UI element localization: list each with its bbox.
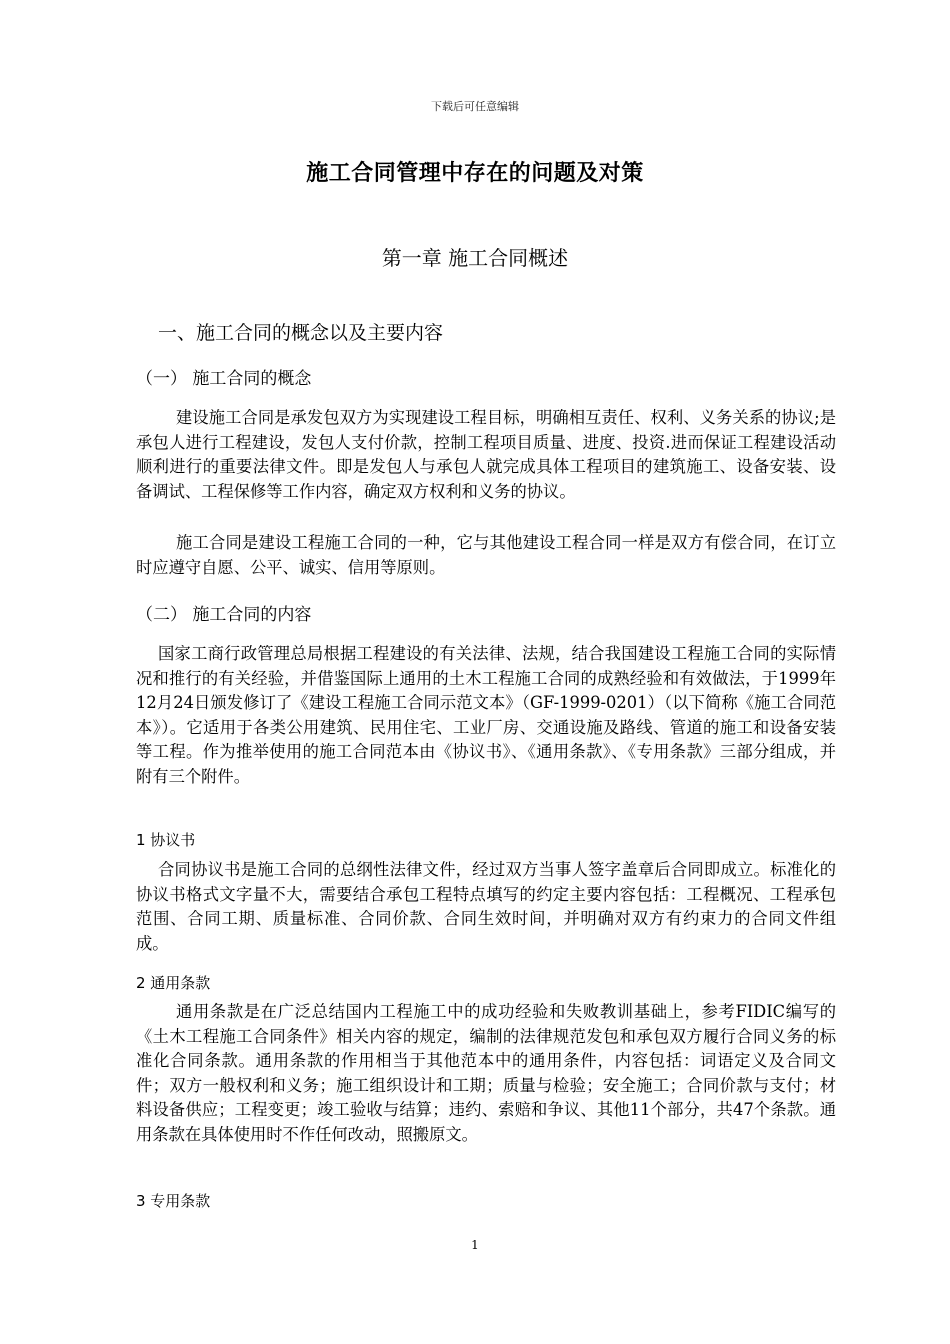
item-heading-general-terms: 2 通用条款 <box>136 974 211 992</box>
item-heading-agreement: 1 协议书 <box>136 831 196 849</box>
paragraph-concept-1: 建设施工合同是承发包双方为实现建设工程目标，明确相互责任、权利、义务关系的协议;是承包人进行工程建设，发包人支付价款，控制工程项目质量、进度、投资.进而保证工程建设活动顺利进行的重要法律文件。即是发包人与承包人就完成具体工程项目的建筑施工、设备安装、设备调试、工程保修等工作内容，确定双方权利和义务的协议。 <box>136 408 836 501</box>
subsection-heading-content: （二） 施工合同的内容 <box>136 605 312 625</box>
page-number: 1 <box>471 1238 479 1252</box>
header-note: 下载后可任意编辑 <box>431 100 519 113</box>
chapter-heading: 第一章 施工合同概述 <box>381 246 569 270</box>
paragraph-agreement: 合同协议书是施工合同的总纲性法律文件，经过双方当事人签字盖章后合同即成立。标准化的协议书格式文字量不大，需要结合承包工程特点填写的约定主要内容包括：工程概况、工程承包范围、合同工期、质量标准、合同价款、合同生效时间，并明确对双方有约束力的合同文件组成。 <box>136 860 836 953</box>
paragraph-concept-2: 施工合同是建设工程施工合同的一种，它与其他建设工程合同一样是双方有偿合同，在订立时应遵守自愿、公平、诚实、信用等原则。 <box>136 533 836 577</box>
section-heading: 一、施工合同的概念以及主要内容 <box>158 322 444 344</box>
paragraph-general-terms: 通用条款是在广泛总结国内工程施工中的成功经验和失败教训基础上，参考FIDIC编写的《土木工程施工合同条件》相关内容的规定，编制的法律规范发包和承包双方履行合同义务的标准化合同条款。通用条款的作用相当于其他范本中的通用条件，内容包括：词语定义及合同文件；双方一般权利和义务；施工组织设计和工期；质量与检验；安全施工；合同价款与支付；材料设备供应；工程变更；竣工验收与结算；违约、索赔和争议、其他11个部分，共47个条款。通用条款在具体使用时不作任何改动，照搬原文。 <box>136 1002 836 1144</box>
paragraph-content: 国家工商行政管理总局根据工程建设的有关法律、法规，结合我国建设工程施工合同的实际情况和推行的有关经验，并借鉴国际上通用的土木工程施工合同的成熟经验和有效做法，于1999年12月24日颁发修订了《建设工程施工合同示范文本》（GF-1999-0201）（以下简称《施工合同范本》）。它适用于各类公用建筑、民用住宅、工业厂房、交通设施及路线、管道的施工和设备安装等工程。作为推举使用的施工合同范本由《协议书》、《通用条款》、《专用条款》三部分组成，并附有三个附件。 <box>136 644 836 786</box>
subsection-heading-concept: （一） 施工合同的概念 <box>136 369 312 389</box>
item-heading-special-terms: 3 专用条款 <box>136 1192 211 1210</box>
document-title: 施工合同管理中存在的问题及对策 <box>306 161 644 186</box>
